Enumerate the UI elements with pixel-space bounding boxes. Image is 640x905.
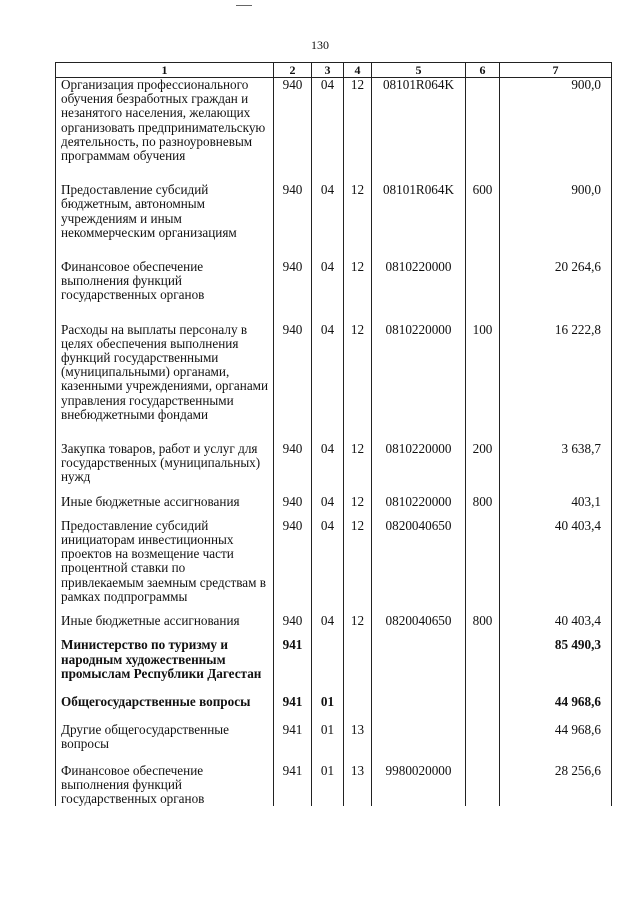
row-amount: 20 264,6: [500, 260, 612, 323]
row-grbs: 940: [274, 323, 312, 442]
row-subsection: [344, 638, 372, 695]
row-name: Министерство по туризму и народным художественным промыслам Республики Дагестан: [56, 638, 274, 695]
row-expense-type: [466, 695, 500, 723]
row-expense-type: [466, 78, 500, 184]
row-target-article: 08101R064K: [372, 183, 466, 260]
row-amount: 85 490,3: [500, 638, 612, 695]
row-target-article: [372, 695, 466, 723]
row-grbs: 941: [274, 764, 312, 807]
row-subsection: 12: [344, 442, 372, 495]
header-dash: [236, 5, 252, 6]
row-target-article: [372, 723, 466, 763]
row-subsection: 12: [344, 183, 372, 260]
row-amount: 403,1: [500, 495, 612, 519]
page-number: 130: [311, 38, 329, 52]
row-subsection: 12: [344, 260, 372, 323]
row-name: Финансовое обеспечение выполнения функций государственных органов: [56, 764, 274, 807]
column-header: 2: [274, 63, 312, 78]
table-row: [56, 323, 612, 442]
row-name: Финансовое обеспечение выполнения функций государственных органов: [56, 260, 274, 323]
row-expense-type: 800: [466, 495, 500, 519]
row-amount: 3 638,7: [500, 442, 612, 495]
row-section: 04: [312, 323, 344, 442]
column-header: 3: [312, 63, 344, 78]
row-amount: 16 222,8: [500, 323, 612, 442]
row-subsection: [344, 695, 372, 723]
row-amount: 900,0: [500, 183, 612, 260]
row-grbs: 941: [274, 723, 312, 763]
row-section: [312, 638, 344, 695]
row-name: Иные бюджетные ассигнования: [56, 495, 274, 519]
row-section: 04: [312, 495, 344, 519]
table-row: [56, 764, 612, 807]
row-subsection: 12: [344, 614, 372, 638]
table-row: [56, 695, 612, 723]
row-name: Иные бюджетные ассигнования: [56, 614, 274, 638]
row-name: Предоставление субсидий бюджетным, автономным учреждениям и иным некоммерческим организациям: [56, 183, 274, 260]
row-name: Закупка товаров, работ и услуг для государственных (муниципальных) нужд: [56, 442, 274, 495]
row-amount: 40 403,4: [500, 614, 612, 638]
row-section: 04: [312, 442, 344, 495]
table-row: [56, 260, 612, 323]
row-expense-type: [466, 519, 500, 614]
row-target-article: 08101R064K: [372, 78, 466, 184]
row-section: 04: [312, 519, 344, 614]
row-subsection: 12: [344, 495, 372, 519]
row-expense-type: [466, 638, 500, 695]
row-amount: 900,0: [500, 78, 612, 184]
row-amount: 28 256,6: [500, 764, 612, 807]
row-grbs: 940: [274, 442, 312, 495]
row-grbs: 941: [274, 695, 312, 723]
table-row: [56, 614, 612, 638]
row-amount: 44 968,6: [500, 723, 612, 763]
row-subsection: 12: [344, 323, 372, 442]
row-grbs: 940: [274, 78, 312, 184]
table-row: [56, 442, 612, 495]
column-header: 1: [56, 63, 274, 78]
column-header: 4: [344, 63, 372, 78]
table-row: [56, 638, 612, 695]
row-section: 04: [312, 183, 344, 260]
row-grbs: 940: [274, 614, 312, 638]
row-grbs: 940: [274, 519, 312, 614]
row-expense-type: [466, 764, 500, 807]
column-header: 6: [466, 63, 500, 78]
row-section: 04: [312, 260, 344, 323]
row-section: 01: [312, 723, 344, 763]
row-target-article: 9980020000: [372, 764, 466, 807]
row-expense-type: [466, 260, 500, 323]
row-subsection: 13: [344, 764, 372, 807]
row-subsection: 13: [344, 723, 372, 763]
row-target-article: 0820040650: [372, 614, 466, 638]
row-section: 04: [312, 614, 344, 638]
row-section: 04: [312, 78, 344, 184]
table-header-row: [56, 63, 612, 78]
row-grbs: 940: [274, 260, 312, 323]
table-row: [56, 519, 612, 614]
row-amount: 44 968,6: [500, 695, 612, 723]
row-name: Общегосударственные вопросы: [56, 695, 274, 723]
table-body: [56, 78, 612, 807]
row-subsection: 12: [344, 78, 372, 184]
row-expense-type: 100: [466, 323, 500, 442]
column-header: 7: [500, 63, 612, 78]
row-target-article: 0810220000: [372, 260, 466, 323]
row-grbs: 941: [274, 638, 312, 695]
row-section: 01: [312, 764, 344, 807]
row-grbs: 940: [274, 495, 312, 519]
row-name: Организация профессионального обучения безработных граждан и незанятого населения, желающих организовать предпринимательскую деятельность, по разноуровневым программам обучения: [56, 78, 274, 184]
row-expense-type: [466, 723, 500, 763]
row-section: 01: [312, 695, 344, 723]
row-target-article: [372, 638, 466, 695]
row-name: Расходы на выплаты персоналу в целях обеспечения выполнения функций государственными (муниципальными) органами, казенными учреждениями, органами управления государственными внебюджетными фондами: [56, 323, 274, 442]
row-grbs: 940: [274, 183, 312, 260]
row-target-article: 0820040650: [372, 519, 466, 614]
row-expense-type: 600: [466, 183, 500, 260]
budget-table: [55, 62, 612, 806]
table-row: [56, 183, 612, 260]
column-header: 5: [372, 63, 466, 78]
row-name: Другие общегосударственные вопросы: [56, 723, 274, 763]
row-subsection: 12: [344, 519, 372, 614]
row-expense-type: 800: [466, 614, 500, 638]
table-row: [56, 723, 612, 763]
row-target-article: 0810220000: [372, 323, 466, 442]
row-target-article: 0810220000: [372, 442, 466, 495]
table-row: [56, 495, 612, 519]
row-amount: 40 403,4: [500, 519, 612, 614]
row-target-article: 0810220000: [372, 495, 466, 519]
table-row: [56, 78, 612, 184]
row-expense-type: 200: [466, 442, 500, 495]
row-name: Предоставление субсидий инициаторам инвестиционных проектов на возмещение части процентной ставки по привлекаемым заемным средствам в рамках подпрограммы: [56, 519, 274, 614]
